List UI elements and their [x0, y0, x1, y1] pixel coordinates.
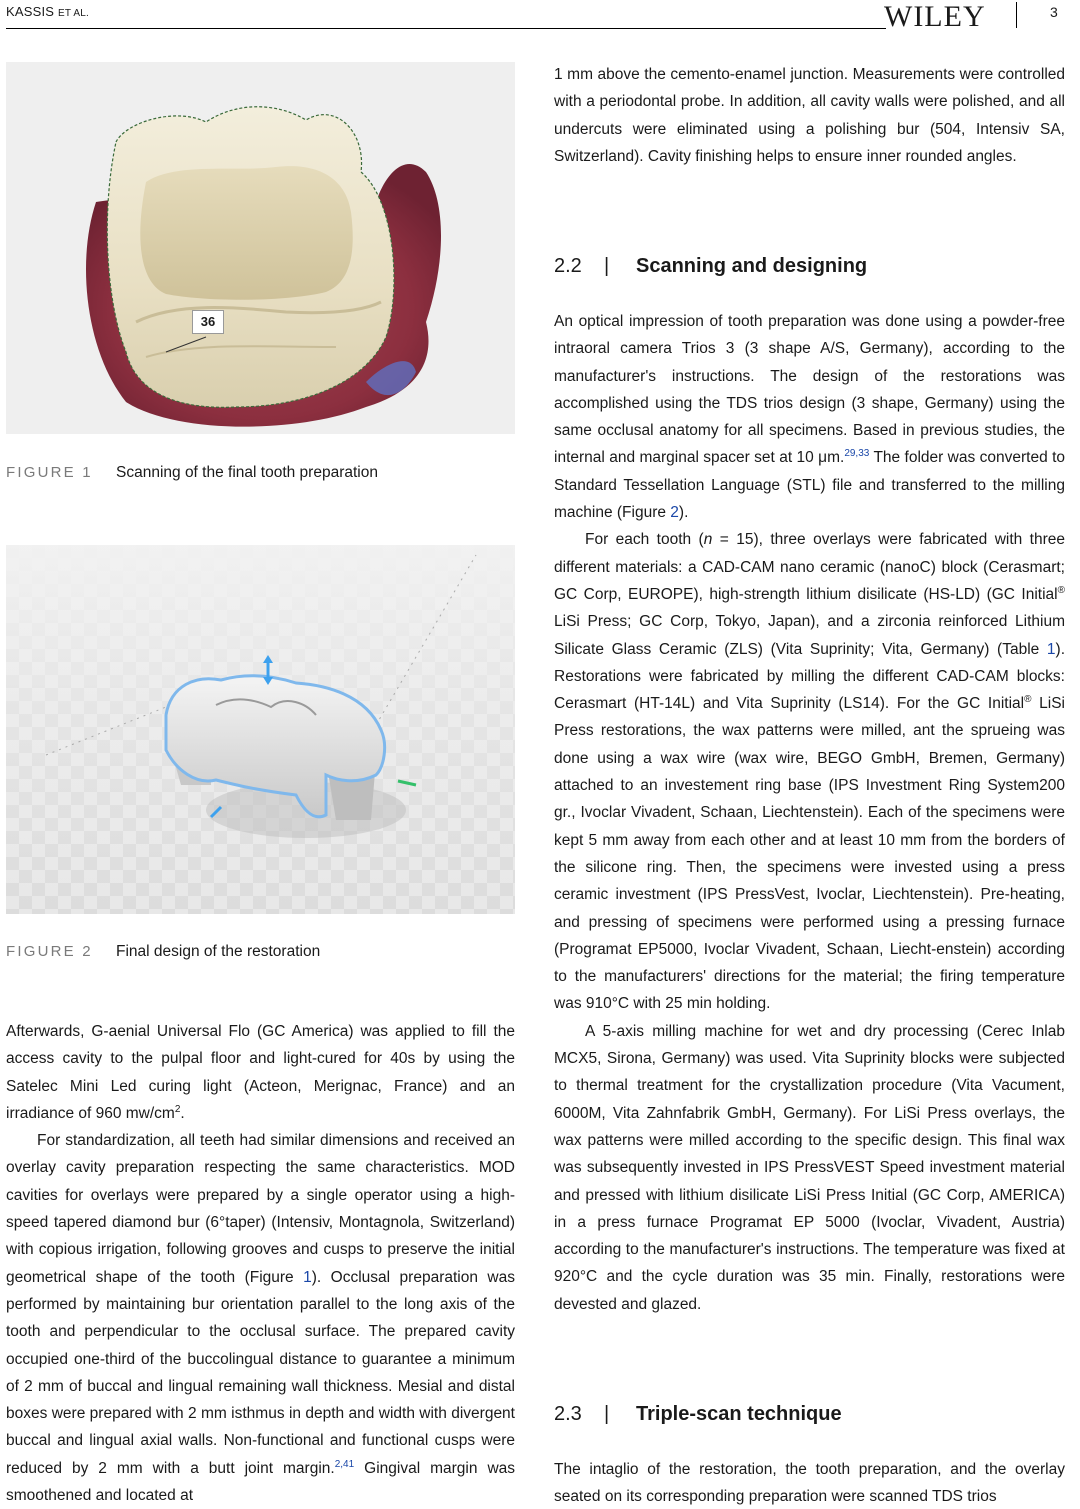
header-rule	[6, 28, 886, 29]
figure-1-caption	[6, 463, 378, 483]
section-separator: |	[604, 255, 610, 277]
section-heading-2-2	[554, 252, 867, 280]
publisher-logo: WILEY	[884, 0, 986, 33]
figure-1-label: FIGURE 1	[6, 464, 93, 481]
table-1-link[interactable]: 1	[1046, 640, 1056, 658]
paragraph: Afterwards, G-aenial Universal Flo (GC America) was applied to fill the access cavity to the pulpal floor and light-cured for 40s by using the Satelec Mini Led curing light (Acteon, Merignac, France) and an irradiance of 960 $mw/cm^2$.	[6, 1023, 515, 1122]
paragraph: A 5-axis milling machine for wet and dry processing (Cerec Inlab MCX5, Sirona, Germany) was used. Vita Suprinity blocks were subjected to thermal treatment for the crystallization procedure (Vita Vacument, 6000M, Vita Zahnfabrik GmbH, Germany). For LiSi Press overlays, the wax patterns were milled according to the specific design. This final wax was subsequently invested in IPS PressVEST Speed investment material and pressed with lithium disilicate LiSi Press Initial (GC Corp, AMERICA) in a press furnace Programat EP 5000 (Ivoclar, Vivadent, Austria) according to the manufacturer's instructions. The temperature was fixed at 920°C and the cycle duration was 35 min. Finally, restorations were devested and glazed.	[554, 1022, 1065, 1313]
left-column-text	[6, 1018, 515, 1509]
tooth-scan-illustration	[6, 62, 515, 434]
section-heading-2-3	[554, 1400, 842, 1428]
restoration-design-illustration	[6, 545, 515, 914]
page-header	[0, 0, 1080, 34]
figure-2-image	[6, 545, 515, 914]
authors-etal: ET AL.	[57, 8, 90, 19]
figure-2-link[interactable]: 2	[670, 504, 679, 522]
figure-1-image	[6, 62, 515, 434]
paragraph: An optical impression of tooth preparation was done using a powder-free intraoral camera Trios 3 (3 shape A/S, Germany), according to the manufacturer's instructions. The design of the restorations was accomplished using the TDS trios design (3 shape, Germany) using the same occlusal anatomy for all specimens. Based in previous studies, the internal and marginal spacer set at 10 μm.$^{29,33}$ The folder was converted to Standard Tessellation Language (STL) file and transferred to the milling machine (Figure 2).	[554, 313, 1065, 522]
tooth-number-callout: 36	[192, 310, 224, 334]
paragraph: For each tooth (n = 15), three overlays were fabricated with three different materials: a CAD-CAM nano ceramic (nanoC) block (Cerasmart; GC Corp, EUROPE), high-strength lithium disilicate (HS-LD) (GC Initial® LiSi Press; GC Corp, Tokyo, Japan), and a zirconia reinforced Lithium Silicate Glass Ceramic (ZLS) (Vita Suprinity; Vita, Germany) (Table 1). Restorations were fabricated by milling the different CAD-CAM blocks: Cerasmart (HT-14L) and Vita Suprinity (LS14). For the GC Initial® LiSi Press restorations, the wax patterns were milled, ant the sprueing was done using a wax wire (wax wire, BEGO GmbH, Bremen, Germany) attached to an investement ring base (IPS Investment Ring System200 gr., Ivoclar Vivadent, Schaan, Liechtenstein). Each of the specimens were kept 5 mm away from each other and at least 10 mm from the borders of the silicone ring. Then, the specimens were invested using a press ceramic investment (IPS PressVest, Ivoclar, Liechtenstein). Pre-heating, and pressing of specimens were performed using a pressing furnace (Programat EP5000, Ivoclar Vivadent, Schaan, Liecht-enstein) according to the manufacturers' directions for the material; the firing temperature was 910°C with 25 min holding.	[554, 531, 1065, 1013]
section-number: 2.2	[554, 255, 582, 277]
section-separator: |	[604, 1403, 610, 1425]
citation-link[interactable]: 2,41	[334, 1458, 355, 1470]
paragraph: The intaglio of the restoration, the tooth preparation, and the overlay seated on its corresponding preparation were scanned TDS trios	[554, 1461, 1065, 1506]
figure-2-caption-text: Final design of the restoration	[116, 943, 321, 960]
paragraph: For standardization, all teeth had similar dimensions and received an overlay cavity preparation respecting the same characteristics. MOD cavities for overlays were prepared by a single operator using a high-speed tapered diamond bur (6°taper) (Intensiv, Montagnola, Switzerland) with copious irrigation, following grooves and cusps to preserve the initial geometrical shape of the tooth (Figure 1). Occlusal preparation was performed by maintaining bur orientation parallel to the long axis of the tooth and perpendicular to the occlusal surface. The prepared cavity occupied one-third of the buccolingual distance to guarantee a minimum of 2 mm of buccal and lingual remaining wall thickness. Mesial and distal boxes were prepared with 2 mm isthmus in depth and width with divergent buccal and lingual axial walls. Non-functional and functional cusps were reduced by 2 mm with a butt joint margin.$^{2,41}$ Gingival margin was smoothened and located at	[6, 1132, 516, 1505]
figure-2-caption	[6, 942, 320, 962]
figure-1-caption-text: Scanning of the final tooth preparation	[116, 464, 378, 481]
section-2-2-text	[554, 308, 1065, 1318]
header-divider	[1016, 2, 1017, 28]
figure-2-label: FIGURE 2	[6, 943, 93, 960]
paragraph: 1 mm above the cemento-enamel junction. Measurements were controlled with a periodontal probe. In addition, all cavity walls were polished, and all undercuts were eliminated using a polishing bur (504, Intensiv SA, Switzerland). Cavity finishing helps to ensure inner rounded angles.	[554, 66, 1065, 165]
section-2-3-text	[554, 1456, 1065, 1509]
citation-link[interactable]: 29,33	[844, 448, 870, 460]
figure-1-link[interactable]: 1	[303, 1268, 312, 1286]
page-number: 3	[1050, 4, 1058, 20]
running-head-authors: KASSIS ET AL.	[6, 4, 90, 19]
right-column-top-text	[554, 61, 1065, 170]
section-title: Scanning and designing	[636, 255, 868, 277]
section-title: Triple-scan technique	[636, 1403, 842, 1425]
section-number: 2.3	[554, 1403, 582, 1425]
